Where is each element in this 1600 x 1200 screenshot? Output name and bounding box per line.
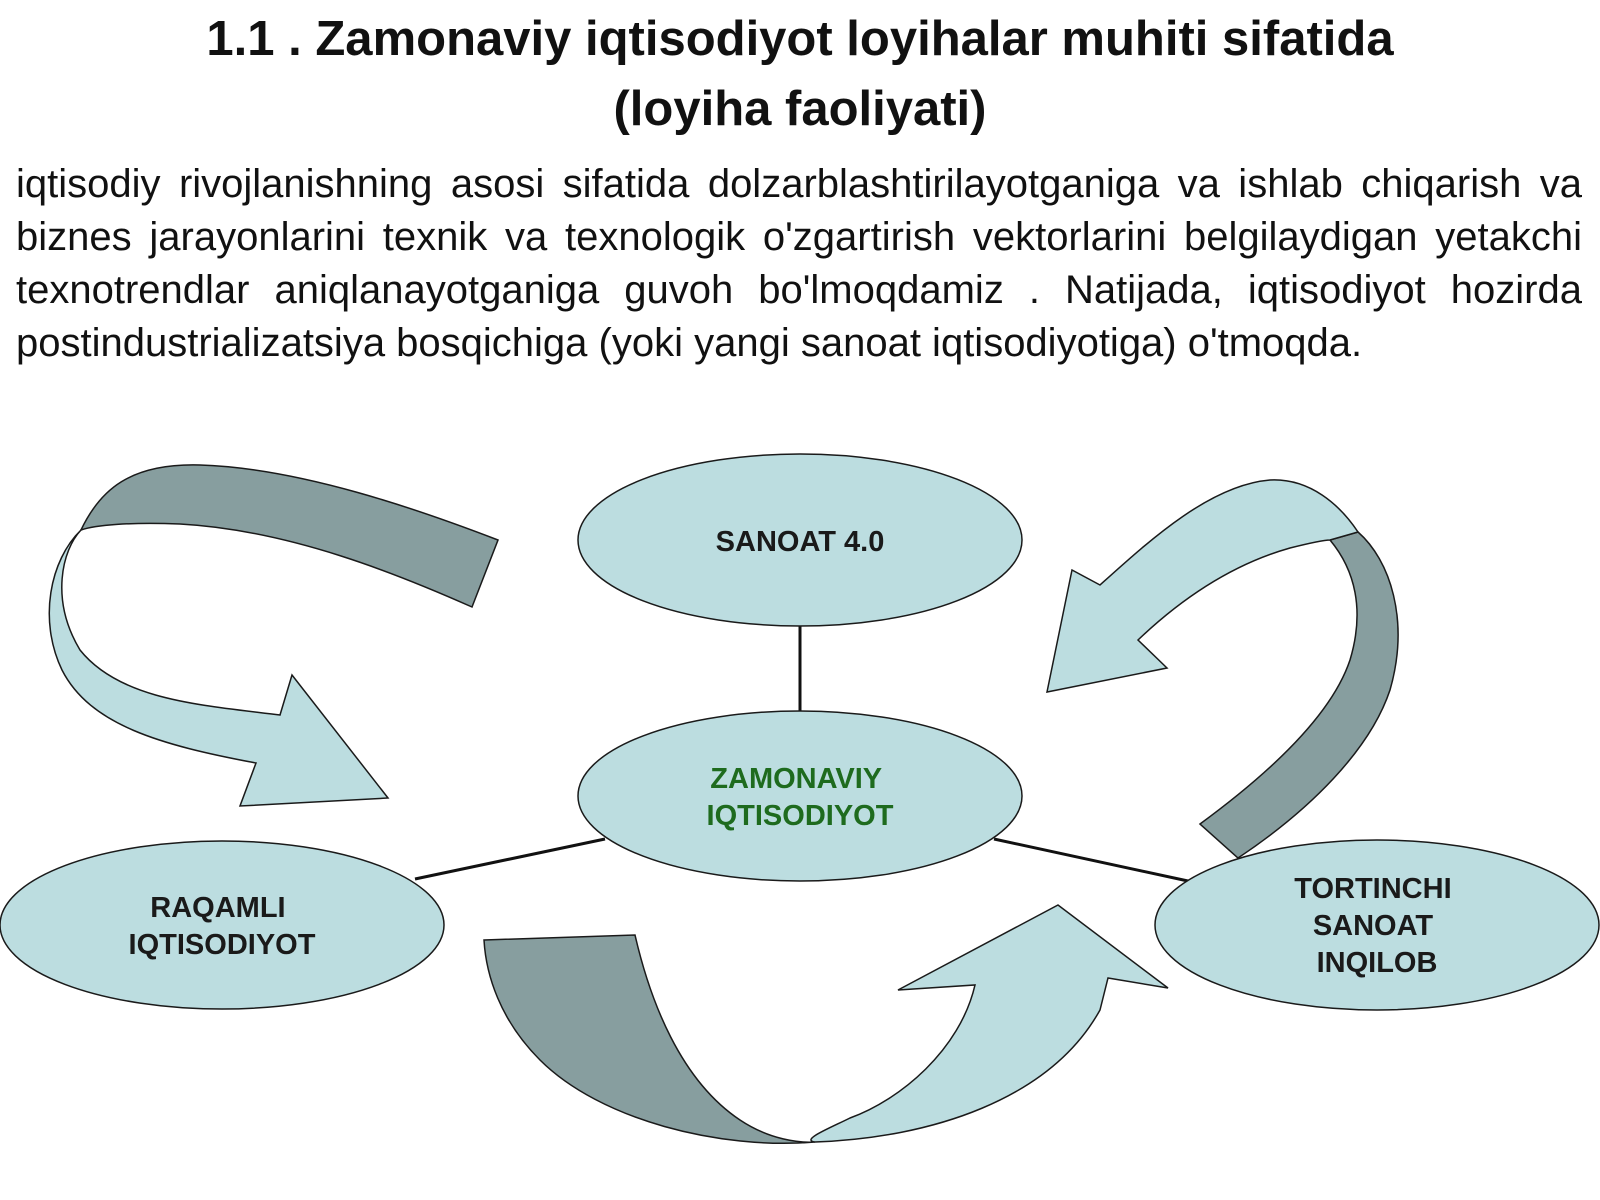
body-paragraph: iqtisodiy rivojlanishning asosi sifatida dolzarblashtirilayotganiga va ishlab chiqarish va biznes jarayonlarini texnik va texnologik o'zgartirish vektorlarini belgilaydigan yetakchi texnotrendlar aniqlanayotganiga guvoh bo'lmoqdamiz . Natijada, iqtisodiyot hozirda postindustrializatsiya bosqichiga (yoki yangi sanoat iqtisodiyotiga) o'tmoqda. xyxy=(16,162,1582,365)
node-zamonaviy-iqtisodiyot xyxy=(578,711,1022,881)
node-sanoat-4 xyxy=(578,454,1022,626)
connector-center-right xyxy=(994,839,1188,881)
node-raqamli-iqtisodiyot xyxy=(0,841,444,1009)
node-tortinchi-sanoat-inqilob xyxy=(1155,840,1599,1010)
curved-arrow-bottom-icon xyxy=(484,905,1168,1143)
title-line-1: 1.1 . Zamonaviy iqtisodiyot loyihalar muhiti sifatida xyxy=(206,12,1394,66)
node-raqamli-iqtisodiyot-label: RAQAMLI IQTISODIYOT xyxy=(128,892,316,961)
node-tortinchi-sanoat-inqilob-label: TORTINCHI SANOAT INQILOB xyxy=(1294,873,1452,979)
node-sanoat-4-label: SANOAT 4.0 xyxy=(715,526,885,558)
curved-arrow-left-icon xyxy=(49,465,498,806)
title-line-2: (loyiha faoliyati) xyxy=(613,82,987,136)
connector-center-left xyxy=(415,839,605,879)
curved-arrow-right-icon xyxy=(1047,480,1398,858)
node-zamonaviy-iqtisodiyot-label: ZAMONAVIY IQTISODIYOT xyxy=(706,763,894,832)
